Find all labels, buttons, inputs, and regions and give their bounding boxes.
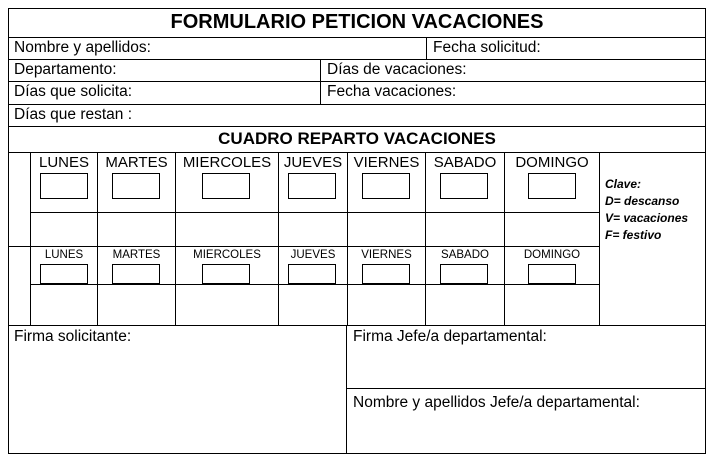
divider xyxy=(8,152,706,153)
days-remaining-label: Días que restan : xyxy=(14,106,133,123)
vacation-days-label: Días de vacaciones: xyxy=(327,61,467,78)
grid-line xyxy=(278,152,279,325)
key-item-holiday: F= festivo xyxy=(605,228,662,242)
week2-thursday-input[interactable] xyxy=(288,264,336,284)
week2-tuesday-input[interactable] xyxy=(112,264,160,284)
days-requested-label: Días que solicita: xyxy=(14,83,133,100)
divider xyxy=(8,37,706,38)
border-top xyxy=(8,8,706,9)
week2-sunday-input[interactable] xyxy=(528,264,576,284)
grid-line xyxy=(347,152,348,325)
grid-line xyxy=(30,284,600,285)
week1-day-tuesday: MARTES xyxy=(105,154,168,171)
department-label: Departamento: xyxy=(14,61,117,78)
grid-line xyxy=(30,152,31,325)
divider xyxy=(346,325,347,454)
week2-day-friday: VIERNES xyxy=(361,249,412,261)
week2-saturday-input[interactable] xyxy=(440,264,488,284)
vacation-dates-label: Fecha vacaciones: xyxy=(327,83,457,100)
week1-friday-input[interactable] xyxy=(362,173,410,199)
divider xyxy=(8,325,706,326)
request-date-label: Fecha solicitud: xyxy=(433,39,541,56)
divider xyxy=(346,388,706,389)
grid-line xyxy=(175,152,176,325)
divider xyxy=(8,81,706,82)
week1-thursday-input[interactable] xyxy=(288,173,336,199)
week1-wednesday-input[interactable] xyxy=(202,173,250,199)
key-item-rest: D= descanso xyxy=(605,194,680,208)
week1-day-sunday: DOMINGO xyxy=(515,154,589,171)
week2-monday-input[interactable] xyxy=(40,264,88,284)
section-title: CUADRO REPARTO VACACIONES xyxy=(218,129,496,148)
divider xyxy=(8,126,706,127)
manager-name-label: Nombre y apellidos Jefe/a departamental: xyxy=(353,394,640,411)
week2-day-monday: LUNES xyxy=(44,249,84,261)
week1-day-saturday: SABADO xyxy=(433,154,497,171)
week1-day-monday: LUNES xyxy=(38,154,90,171)
week1-monday-input[interactable] xyxy=(40,173,88,199)
week2-wednesday-input[interactable] xyxy=(202,264,250,284)
border-left xyxy=(8,8,9,454)
grid-line xyxy=(8,246,600,247)
form-title: FORMULARIO PETICION VACACIONES xyxy=(170,11,544,33)
week1-day-friday: VIERNES xyxy=(353,154,420,171)
grid-line xyxy=(97,152,98,325)
week2-friday-input[interactable] xyxy=(362,264,410,284)
divider xyxy=(8,104,706,105)
week2-day-sunday: DOMINGO xyxy=(523,249,581,261)
manager-signature-label: Firma Jefe/a departamental: xyxy=(353,328,547,345)
week1-tuesday-input[interactable] xyxy=(112,173,160,199)
week2-day-tuesday: MARTES xyxy=(112,249,161,261)
grid-line xyxy=(504,152,505,325)
key-item-vacation: V= vacaciones xyxy=(605,211,689,225)
week1-day-thursday: JUEVES xyxy=(283,154,343,171)
week1-sunday-input[interactable] xyxy=(528,173,576,199)
week1-day-wednesday: MIERCOLES xyxy=(182,154,272,171)
name-label: Nombre y apellidos: xyxy=(14,39,151,56)
border-bottom xyxy=(8,453,706,454)
grid-line xyxy=(599,152,600,325)
week2-day-saturday: SABADO xyxy=(441,249,489,261)
grid-line xyxy=(425,152,426,325)
week2-day-wednesday: MIERCOLES xyxy=(193,249,261,261)
divider xyxy=(426,37,427,59)
vacation-request-form xyxy=(8,8,706,454)
week1-saturday-input[interactable] xyxy=(440,173,488,199)
divider xyxy=(8,59,706,60)
week2-day-thursday: JUEVES xyxy=(290,249,336,261)
applicant-signature-label: Firma solicitante: xyxy=(14,328,132,345)
key-title: Clave: xyxy=(605,177,642,191)
grid-line xyxy=(30,212,600,213)
